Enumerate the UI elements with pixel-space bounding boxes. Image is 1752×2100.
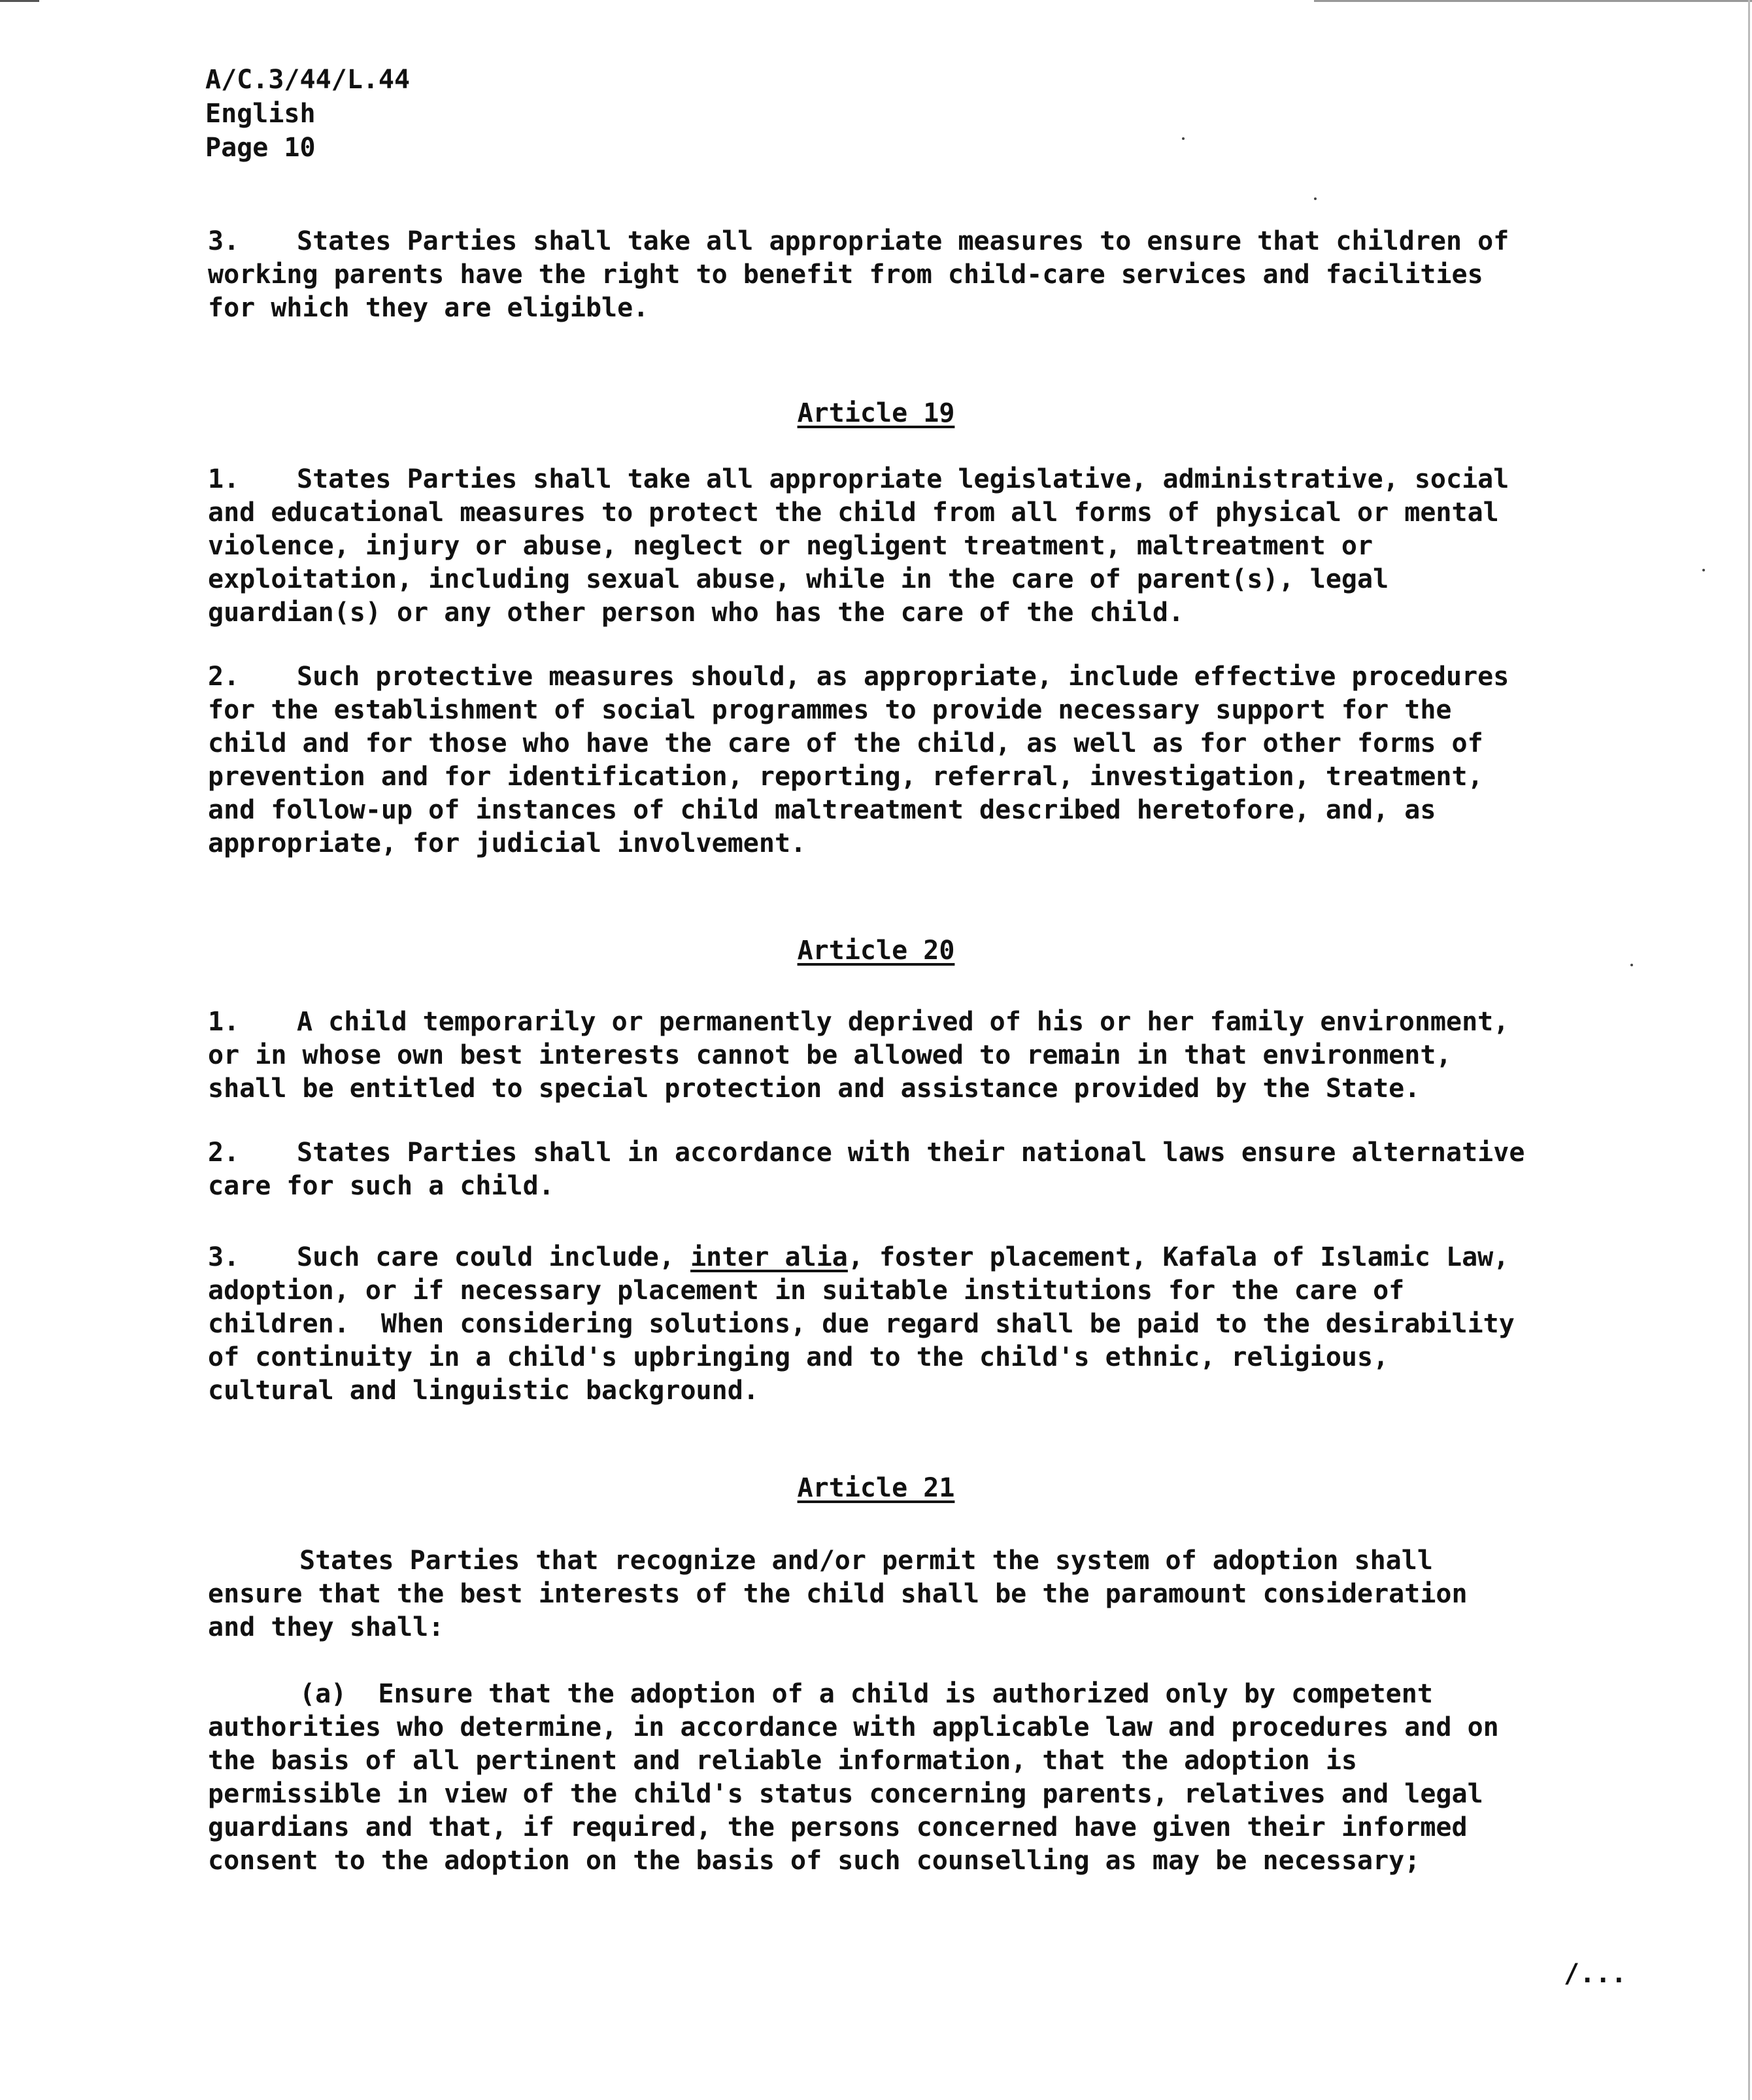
paragraph-line: A child temporarily or permanently deprived of his or her family environment, (297, 1007, 1509, 1037)
paragraph-line: Such protective measures should, as appropriate, include effective procedures (297, 662, 1509, 692)
paragraph-line: adoption, or if necessary placement in suitable institutions for the care of (208, 1276, 1405, 1306)
article-19-paragraph-2 (208, 660, 1633, 860)
paragraph-number: 1. (208, 1007, 240, 1037)
article-20-paragraph-1 (208, 1006, 1633, 1106)
latin-phrase: inter alia (690, 1242, 848, 1272)
paragraph-line: prevention and for identification, reporting, referral, investigation, treatment, (208, 762, 1483, 792)
paragraph-line: States Parties shall in accordance with their national laws ensure alternative (297, 1138, 1525, 1168)
paragraph-line: ensure that the best interests of the child shall be the paramount consideration (208, 1579, 1468, 1609)
scan-speck (1314, 197, 1317, 200)
paragraph-number: 3. (208, 226, 240, 256)
paragraph-line: and educational measures to protect the child from all forms of physical or mental (208, 498, 1499, 528)
paragraph-line: Ensure that the adoption of a child is authorized only by competent (378, 1679, 1433, 1709)
paragraph-line: child and for those who have the care of the child, as well as for other forms of (208, 728, 1483, 758)
paragraph-line: the basis of all pertinent and reliable information, that the adoption is (208, 1746, 1357, 1776)
paragraph-line: children. When considering solutions, due regard shall be paid to the desirability (208, 1309, 1515, 1339)
paragraph-number: 2. (208, 1138, 240, 1168)
article-20-paragraph-3 (208, 1241, 1633, 1408)
paragraph-line: exploitation, including sexual abuse, while in the care of parent(s), legal (208, 564, 1389, 594)
article-20-heading: Article 20 (797, 936, 955, 966)
article-21-item-a (208, 1678, 1633, 1878)
paragraph-line: permissible in view of the child's status concerning parents, relatives and legal (208, 1779, 1483, 1809)
scan-speck (1702, 569, 1705, 571)
page-number: Page 10 (205, 133, 316, 163)
item-label: (a) (299, 1679, 347, 1709)
paragraph-line: shall be entitled to special protection and assistance provided by the State. (208, 1074, 1421, 1104)
article-21-heading: Article 21 (797, 1473, 955, 1503)
article-20-paragraph-2 (208, 1136, 1633, 1203)
paragraph-number: 2. (208, 662, 240, 692)
document-language: English (205, 99, 316, 129)
document-header (205, 63, 410, 165)
paragraph-line: appropriate, for judicial involvement. (208, 828, 807, 858)
scan-speck (1182, 137, 1185, 140)
paragraph-line: authorities who determine, in accordance with applicable law and procedures and on (208, 1712, 1499, 1742)
paragraph-line-end: , foster placement, Kafala of Islamic Law, (847, 1242, 1509, 1272)
paragraph-number: 3. (208, 1242, 240, 1272)
paragraph-line: and they shall: (208, 1612, 445, 1642)
paragraph-line: of continuity in a child's upbringing and to the child's ethnic, religious, (208, 1342, 1389, 1372)
scan-edge-top-right (1314, 0, 1752, 2)
paragraph-line: States Parties that recognize and/or permit the system of adoption shall (299, 1546, 1433, 1576)
paragraph-line: States Parties shall take all appropriate legislative, administrative, social (297, 464, 1509, 494)
paragraph-line: guardians and that, if required, the persons concerned have given their informed (208, 1812, 1468, 1842)
paragraph-number: 1. (208, 464, 240, 494)
paragraph-line: guardian(s) or any other person who has the care of the child. (208, 598, 1185, 628)
article-19-paragraph-1 (208, 463, 1633, 630)
paragraph-line: and follow-up of instances of child maltreatment described heretofore, and, as (208, 795, 1436, 825)
continuation-mark: /... (1564, 1959, 1627, 1989)
document-symbol: A/C.3/44/L.44 (205, 65, 411, 95)
paragraph-line: for which they are eligible. (208, 293, 649, 323)
paragraph-line: working parents have the right to benefit from child-care services and facilities (208, 260, 1483, 290)
article-18-paragraph-3 (208, 225, 1633, 325)
paragraph-line: care for such a child. (208, 1171, 554, 1201)
scan-edge-right (1748, 0, 1750, 2100)
article-21-intro (208, 1544, 1633, 1644)
scan-edge-top-left (0, 0, 39, 2)
paragraph-line-start: Such care could include, (297, 1242, 691, 1272)
paragraph-line: for the establishment of social programmes to provide necessary support for the (208, 695, 1452, 725)
paragraph-line: cultural and linguistic background. (208, 1376, 759, 1406)
paragraph-line: consent to the adoption on the basis of such counselling as may be necessary; (208, 1846, 1421, 1876)
article-19-heading: Article 19 (797, 398, 955, 428)
paragraph-line: violence, injury or abuse, neglect or negligent treatment, maltreatment or (208, 531, 1373, 561)
paragraph-line: States Parties shall take all appropriate measures to ensure that children of (297, 226, 1509, 256)
paragraph-line: or in whose own best interests cannot be allowed to remain in that environment, (208, 1040, 1452, 1070)
